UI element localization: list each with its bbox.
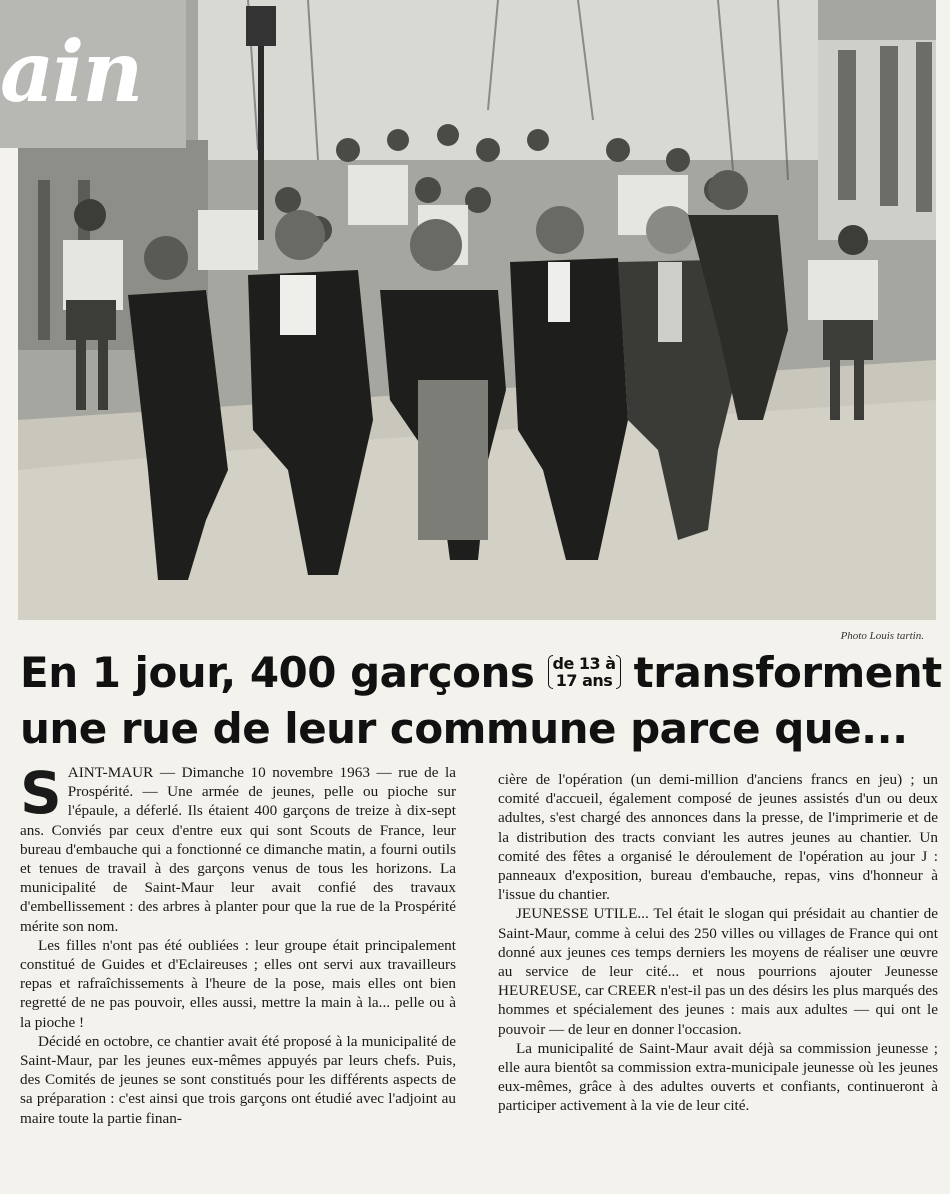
- article-paragraph: Décidé en octobre, ce chantier avait été proposé à la municipalité de Saint-Maur, par les jeunes eux-mêmes appuyés par leurs chefs. Puis, des Comités de jeunes se sont constitués pour les différents aspects de sa préparation : c'est ainsi que trois garçons ont étudié avec l'adjoint au maire toute la partie finan-: [20, 1032, 456, 1127]
- article-paragraph: [20, 759, 456, 936]
- age-range-bottom: 17 ans: [555, 670, 613, 690]
- article-paragraph: La municipalité de Saint-Maur avait déjà sa commission jeunesse ; elle aura bientôt sa commission extra-municipale jeunesse où les jeunes eux-mêmes, grâce à des adultes ouverts et confiants, continueront à participer activement à la vie de leur cité.: [498, 1039, 938, 1115]
- section-tag-text: ain: [0, 22, 142, 121]
- section-tag-box: [0, 0, 186, 148]
- headline-line1-part1: En 1 jour, 400 garçons: [20, 648, 535, 697]
- article-column-left: [20, 759, 456, 1128]
- photo-credit: Photo Louis tartin.: [840, 630, 924, 642]
- article-paragraph: JEUNESSE UTILE... Tel était le slogan qui présidait au chantier de Saint-Maur, comme à celui des 250 villes ou villages de France qui ont donné aux jeunes ces temps derniers les moyens de réaliser une œuvre au service de leur cité... et nous pourrions ajouter Jeunesse HEUREUSE, car CREER n'est-il pas un des désirs les plus marqués des hommes et spécialement des jeunes : mais aux adultes — qui ont le pouvoir — de leur en donner l'occasion.: [498, 905, 938, 1038]
- age-range-note: [553, 655, 616, 689]
- article-paragraph: cière de l'opération (un demi-million d'anciens francs en jeu) ; un comité d'accueil, également composé de jeunes assistés d'un ou deux adultes, s'est chargé des annonces dans la presse, de l'imprimerie et de la distribution des tracts conviant les autres jeunes au chantier. Un comité des fêtes a organisé le déroulement de l'opération au jour J : panneaux d'exposition, bureau d'embauche, repas, vins d'honneur à l'issue du chantier.: [498, 771, 938, 904]
- drop-cap: S: [20, 759, 62, 827]
- headline: [20, 645, 940, 757]
- age-range-top: de 13 à: [552, 653, 616, 673]
- article-column-right: [498, 770, 938, 1116]
- paragraph-text: AINT-MAUR — Dimanche 10 novembre 1963 — rue de la Prospérité. — Une armée de jeunes, pelle ou pioche sur l'épaule, a déferlé. Ils étaient 400 garçons de treize à dix-sept ans. Conviés par ceux d'entre eux qui sont Scouts de France, leur bureau d'embauche qui a fonctionné ce dimanche matin, a fourni outils et tenues de travail à des garçons venus de tous les horizons. La municipalité de Saint-Maur leur avait confié des travaux d'embellissement : des arbres à planter pour que la rue de la Prospérité mérite son nom.: [20, 764, 456, 935]
- headline-line2: une rue de leur commune parce que...: [20, 704, 908, 753]
- headline-line1-part2: transforment: [633, 648, 942, 697]
- article-paragraph: Les filles n'ont pas été oubliées : leur groupe était principalement constitué de Guides et d'Eclaireuses ; elles ont servi aux travailleurs repas et rafraîchissements à l'heure de la pose, mais elles ont bien regretté de ne pas pouvoir, elles aussi, mettre la main à la... pelle ou à la pioche !: [20, 936, 456, 1031]
